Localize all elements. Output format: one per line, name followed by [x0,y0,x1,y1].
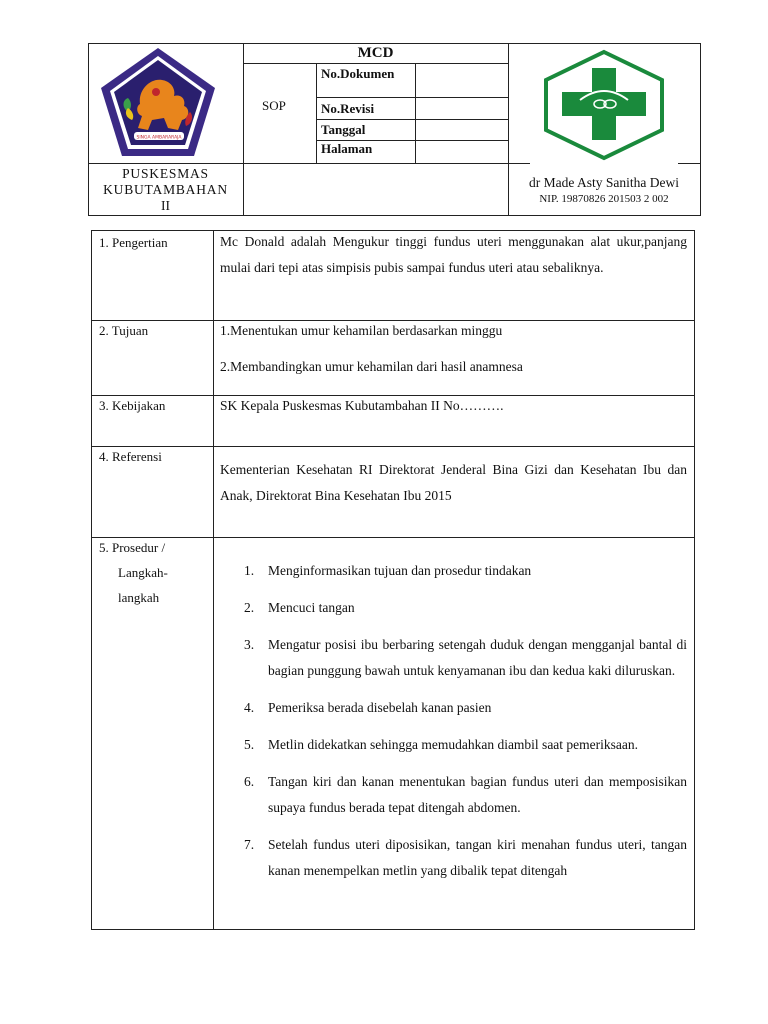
org-name-line1: PUSKESMAS [122,166,209,181]
step-number: 6. [244,774,255,789]
step-text: Metlin didekatkan sehingga memudahkan diambil saat pemeriksaan. [268,737,639,752]
signer-name: dr Made Asty Sanitha Dewi [529,175,679,190]
section-pengertian-text: Mc Donald adalah Mengukur tinggi fundus uteri menggunakan alat ukur,panjang mulai dari tepi atas simpisis pubis sampai fundus uteri atau sebaliknya. [220,234,687,275]
sop-title: MCD [357,45,394,61]
section-prosedur-label-line3: langkah [118,590,160,605]
org-name-line3: II [161,198,170,213]
section-pengertian-label: 1. Pengertian [99,235,168,250]
field-tanggal-label: Tanggal [321,122,366,137]
step-text: Menginformasikan tujuan dan prosedur tindakan [268,563,532,578]
section-kebijakan-label: 3. Kebijakan [99,398,166,413]
step-text: Mencuci tangan [268,600,355,615]
procedure-step [216,769,687,821]
section-referensi-label: 4. Referensi [99,449,162,464]
section-tujuan-line1: 1.Menentukan umur kehamilan berdasarkan minggu [220,323,503,338]
section-kebijakan-text: SK Kepala Puskesmas Kubutambahan II No………. [220,398,504,413]
section-referensi-text: Kementerian Kesehatan RI Direktorat Jenderal Bina Gizi dan Kesehatan Ibu dan Anak, Direktorat Bina Kesehatan Ibu 2015 [220,462,687,503]
field-no-revisi-label: No.Revisi [321,101,375,116]
field-no-dokumen-label: No.Dokumen [321,66,395,81]
step-number: 4. [244,700,255,715]
sop-label: SOP [262,98,286,113]
step-number: 5. [244,737,255,752]
section-tujuan-label: 2. Tujuan [99,323,149,338]
org-name-line2: KUBUTAMBAHAN [103,182,228,197]
step-text: Tangan kiri dan kanan menentukan bagian fundus uteri dan memposisikan supaya fundus berada tepat ditengah abdomen. [268,774,687,815]
section-prosedur-label-line1: 5. Prosedur / [99,540,166,555]
step-number: 1. [244,563,255,578]
procedure-steps-list [216,558,687,928]
procedure-step [216,695,687,721]
step-text: Mengatur posisi ibu berbaring setengah duduk dengan mengganjal bantal di bagian punggung bawah untuk kenyamanan ibu dan kedua kaki diluruskan. [268,637,687,678]
procedure-step [216,595,687,621]
regional-emblem-logo [98,46,218,160]
step-number: 7. [244,837,255,852]
section-tujuan-line2: 2.Membandingkan umur kehamilan dari hasil anamnesa [220,359,523,374]
procedure-step [216,632,687,684]
signer-nip: NIP. 19870826 201503 2 002 [539,193,669,205]
section-prosedur-label-line2: Langkah- [118,565,168,580]
step-text: Setelah fundus uteri diposisikan, tangan kiri menahan fundus uteri, tangan kanan menempelkan metlin yang dibalik tepat ditengah [268,837,687,878]
emblem-motto: SINGA AMBARARAJA [136,135,182,141]
procedure-step [216,832,687,884]
step-number: 3. [244,637,255,652]
puskesmas-logo [540,48,668,162]
procedure-step [216,558,687,584]
procedure-step [216,732,687,758]
step-text: Pemeriksa berada disebelah kanan pasien [268,700,492,715]
step-number: 2. [244,600,255,615]
field-halaman-label: Halaman [321,141,373,156]
